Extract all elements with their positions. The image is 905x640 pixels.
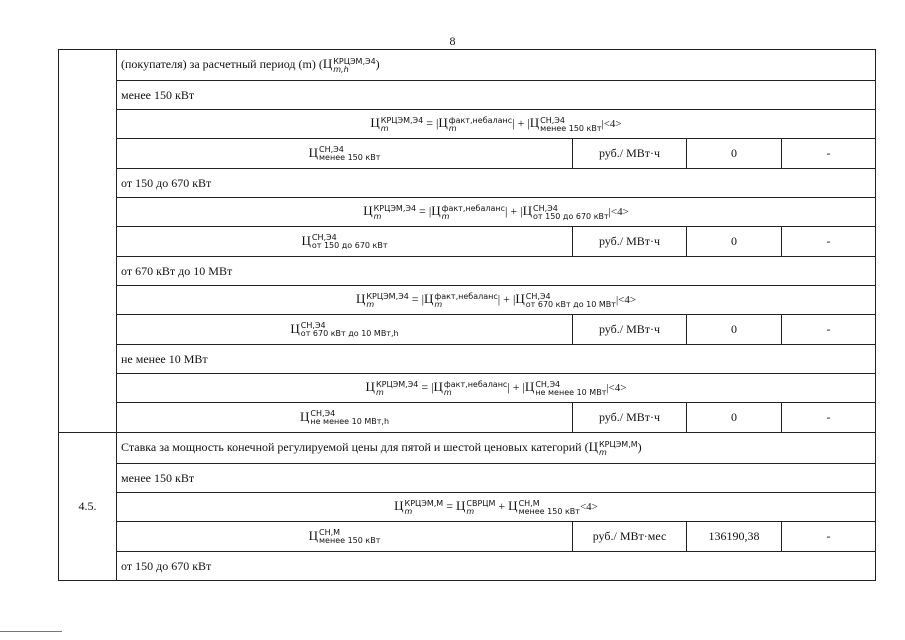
unit-cell: руб./ МВт·мес xyxy=(573,522,687,552)
symbol-letter: Ц xyxy=(394,498,404,514)
symbol-indices xyxy=(381,117,423,133)
formula-operator: = xyxy=(443,499,456,514)
symbol-subscript: m xyxy=(366,299,375,309)
table-row xyxy=(59,81,876,110)
formula-operator: = | xyxy=(416,204,432,219)
symbol-superscript: факт,небаланс xyxy=(443,379,508,389)
symbol-subscript: от 670 кВт до 10 МВт,h xyxy=(300,329,399,339)
symbol-indices xyxy=(444,381,507,397)
value-cell: 0 xyxy=(687,139,782,169)
formula xyxy=(117,493,876,522)
symbol-superscript: СН,Э4 xyxy=(319,145,344,155)
symbol-subscript: m xyxy=(466,506,475,516)
table-row xyxy=(59,169,876,198)
symbol-indices xyxy=(434,293,497,309)
symbol-indices xyxy=(310,410,389,426)
unit-cell: руб./ МВт·ч xyxy=(573,139,687,169)
symbol-letter: Ц xyxy=(308,527,318,543)
formula-term-1 xyxy=(438,115,513,133)
power-range-label: от 670 кВт до 10 МВт xyxy=(117,257,876,286)
symbol-superscript: КРЦЭМ,Э4 xyxy=(373,203,417,213)
value-cell: 136190,38 xyxy=(687,522,782,552)
formula-lhs xyxy=(370,115,424,133)
table-row xyxy=(59,552,876,581)
table-row xyxy=(59,433,876,464)
table-row xyxy=(59,403,876,433)
symbol-letter: Ц xyxy=(322,56,333,72)
formula-operator: | + | xyxy=(497,292,516,307)
section-symbol xyxy=(588,439,638,457)
indicator-cell xyxy=(117,522,573,552)
section-number: 4.5. xyxy=(59,433,117,581)
section-number-cell xyxy=(59,50,117,433)
section-title-tail: ) xyxy=(637,440,642,455)
extra-value-cell: - xyxy=(782,227,876,257)
symbol-subscript: не менее 10 МВт,h xyxy=(310,417,390,427)
symbol-indices xyxy=(319,146,380,162)
symbol-subscript: менее 150 кВт xyxy=(518,506,580,516)
formula-operator: + xyxy=(495,499,509,514)
symbol-subscript: не менее 10 МВт xyxy=(535,387,607,397)
indicator-cell xyxy=(117,403,573,433)
formula-note-ref: <4> xyxy=(579,501,598,514)
symbol-indices xyxy=(301,322,399,338)
formula-lhs xyxy=(363,203,417,221)
symbol-subscript: m,h xyxy=(333,64,349,74)
symbol-letter: Ц xyxy=(524,379,535,395)
symbol-letter: Ц xyxy=(370,115,380,131)
symbol-subscript: от 150 до 670 кВт xyxy=(311,241,388,251)
symbol-superscript: факт,небаланс xyxy=(441,203,506,213)
formula-term-2 xyxy=(508,498,580,516)
symbol-subscript: менее 150 кВт xyxy=(319,153,381,163)
formula-operator: = | xyxy=(408,292,424,307)
symbol-indices xyxy=(449,117,512,133)
formula-lhs xyxy=(365,379,419,397)
formula xyxy=(117,286,876,315)
table-row xyxy=(59,50,876,81)
extra-value-cell: - xyxy=(782,403,876,433)
edge-line xyxy=(0,631,62,632)
symbol-indices xyxy=(540,117,601,133)
indicator-symbol xyxy=(290,320,399,339)
symbol-indices xyxy=(366,293,408,309)
tariff-table xyxy=(58,49,876,581)
indicator-cell xyxy=(117,315,573,345)
symbol-letter: Ц xyxy=(301,232,311,248)
symbol-superscript: СН,М xyxy=(518,498,540,508)
table-row xyxy=(59,315,876,345)
symbol-letter: Ц xyxy=(522,203,532,219)
formula-term-2 xyxy=(529,115,602,133)
unit-cell: руб./ МВт·ч xyxy=(573,315,687,345)
symbol-indices xyxy=(533,205,609,221)
symbol-superscript: КРЦЭМ,Э4 xyxy=(366,291,409,301)
symbol-letter: Ц xyxy=(363,203,373,219)
section-title-text: Ставка за мощность конечной регулируемой цены для пятой и шестой ценовых категорий ( xyxy=(121,440,589,455)
extra-value-cell: - xyxy=(782,139,876,169)
value-cell: 0 xyxy=(687,315,782,345)
formula-lhs xyxy=(394,498,444,516)
symbol-subscript: m xyxy=(380,123,389,133)
symbol-letter: Ц xyxy=(438,115,448,131)
table-row xyxy=(59,374,876,403)
symbol-superscript: СН,Э4 xyxy=(310,409,336,419)
symbol-subscript: m xyxy=(448,123,457,133)
symbol-superscript: СН,Э4 xyxy=(535,379,561,389)
extra-value-cell: - xyxy=(782,315,876,345)
symbol-indices xyxy=(466,500,495,516)
symbol-superscript: КРЦЭМ,Э4 xyxy=(380,115,424,125)
symbol-superscript: КРЦЭМ,М xyxy=(404,498,444,508)
formula-operator: | + | xyxy=(505,204,523,219)
formula xyxy=(117,110,876,139)
indicator-cell xyxy=(117,227,573,257)
table-row xyxy=(59,110,876,139)
unit-cell: руб./ МВт·ч xyxy=(573,227,687,257)
symbol-letter: Ц xyxy=(423,291,434,307)
section-symbol xyxy=(322,56,376,74)
indicator-symbol xyxy=(308,144,381,163)
formula-operator: | + | xyxy=(507,380,525,395)
table-row xyxy=(59,286,876,315)
symbol-subscript: менее 150 кВт xyxy=(540,123,602,133)
symbol-indices xyxy=(319,529,380,545)
symbol-superscript: факт,небаланс xyxy=(434,291,498,301)
symbol-subscript: от 150 до 670 кВт xyxy=(533,211,609,221)
unit-cell: руб./ МВт·ч xyxy=(573,403,687,433)
symbol-superscript: СН,Э4 xyxy=(300,321,326,331)
formula-term-2 xyxy=(515,291,616,309)
formula-term-1 xyxy=(423,291,498,309)
symbol-indices xyxy=(405,500,444,516)
section-title-text: (покупателя) за расчетный период (m) ( xyxy=(121,57,323,72)
symbol-letter: Ц xyxy=(290,320,300,336)
table-row xyxy=(59,464,876,493)
table-row xyxy=(59,139,876,169)
value-cell: 0 xyxy=(687,227,782,257)
symbol-superscript: СН,Э4 xyxy=(311,233,337,243)
symbol-subscript: m xyxy=(375,387,384,397)
formula-operator: | + | xyxy=(512,116,530,131)
symbol-letter: Ц xyxy=(365,379,375,395)
symbol-letter: Ц xyxy=(508,498,518,514)
formula-term-1 xyxy=(455,498,496,516)
formula-term-1 xyxy=(433,379,508,397)
symbol-letter: Ц xyxy=(455,498,466,514)
formula xyxy=(117,198,876,227)
symbol-indices xyxy=(376,381,418,397)
symbol-superscript: факт,небаланс xyxy=(448,115,513,125)
indicator-cell xyxy=(117,139,573,169)
symbol-indices xyxy=(526,293,616,309)
table-row xyxy=(59,522,876,552)
formula-note-ref: |<4> xyxy=(608,206,629,219)
indicator-symbol xyxy=(308,527,381,546)
symbol-subscript: менее 150 кВт xyxy=(319,536,381,546)
symbol-subscript: m xyxy=(404,506,413,516)
formula-term-2 xyxy=(524,379,607,397)
symbol-subscript: m xyxy=(598,447,607,457)
power-range-label: от 150 до 670 кВт xyxy=(117,552,876,581)
symbol-superscript: СН,Э4 xyxy=(533,203,558,213)
symbol-superscript: КРЦЭМ,Э4 xyxy=(375,379,419,389)
symbol-letter: Ц xyxy=(355,291,366,307)
symbol-indices xyxy=(599,441,638,457)
symbol-letter: Ц xyxy=(308,144,318,160)
symbol-superscript: СВРЦМ xyxy=(466,498,496,508)
formula-note-ref: |<4> xyxy=(601,118,622,131)
symbol-subscript: m xyxy=(441,211,450,221)
symbol-indices xyxy=(374,205,416,221)
section-title xyxy=(117,50,876,81)
symbol-indices xyxy=(312,234,388,250)
indicator-symbol xyxy=(299,408,390,427)
formula xyxy=(117,374,876,403)
formula-term-1 xyxy=(431,203,506,221)
symbol-indices xyxy=(519,500,580,516)
symbol-letter: Ц xyxy=(515,291,525,307)
symbol-superscript: КРЦЭМ,Э4 xyxy=(333,56,376,66)
symbol-subscript: m xyxy=(443,387,452,397)
extra-value-cell: - xyxy=(782,522,876,552)
power-range-label: менее 150 кВт xyxy=(117,81,876,110)
table-row xyxy=(59,198,876,227)
symbol-indices xyxy=(442,205,505,221)
formula-note-ref: |<4> xyxy=(606,382,627,395)
symbol-indices xyxy=(535,381,606,397)
section-title xyxy=(117,433,876,464)
symbol-indices xyxy=(333,58,375,74)
table-row xyxy=(59,257,876,286)
indicator-symbol xyxy=(301,232,388,251)
symbol-superscript: СН,Э4 xyxy=(540,115,565,125)
formula-lhs xyxy=(355,291,409,309)
formula-operator: = | xyxy=(418,380,434,395)
formula-term-2 xyxy=(522,203,609,221)
table-row xyxy=(59,493,876,522)
symbol-letter: Ц xyxy=(433,379,443,395)
symbol-subscript: от 670 кВт до 10 МВт xyxy=(525,299,616,309)
symbol-superscript: СН,М xyxy=(319,528,341,538)
symbol-subscript: m xyxy=(373,211,382,221)
section-title-tail: ) xyxy=(375,57,380,72)
table-row xyxy=(59,345,876,374)
power-range-label: от 150 до 670 кВт xyxy=(117,169,876,198)
symbol-letter: Ц xyxy=(299,408,310,424)
formula-note-ref: |<4> xyxy=(615,294,637,307)
symbol-subscript: m xyxy=(434,299,443,309)
formula-operator: = | xyxy=(423,116,439,131)
symbol-letter: Ц xyxy=(588,439,598,455)
power-range-label: менее 150 кВт xyxy=(117,464,876,493)
symbol-letter: Ц xyxy=(529,115,540,131)
table-row xyxy=(59,227,876,257)
symbol-superscript: СН,Э4 xyxy=(525,291,551,301)
power-range-label: не менее 10 МВт xyxy=(117,345,876,374)
value-cell: 0 xyxy=(687,403,782,433)
symbol-letter: Ц xyxy=(431,203,441,219)
page-number: 8 xyxy=(449,34,456,48)
symbol-superscript: КРЦЭМ,М xyxy=(598,439,638,449)
